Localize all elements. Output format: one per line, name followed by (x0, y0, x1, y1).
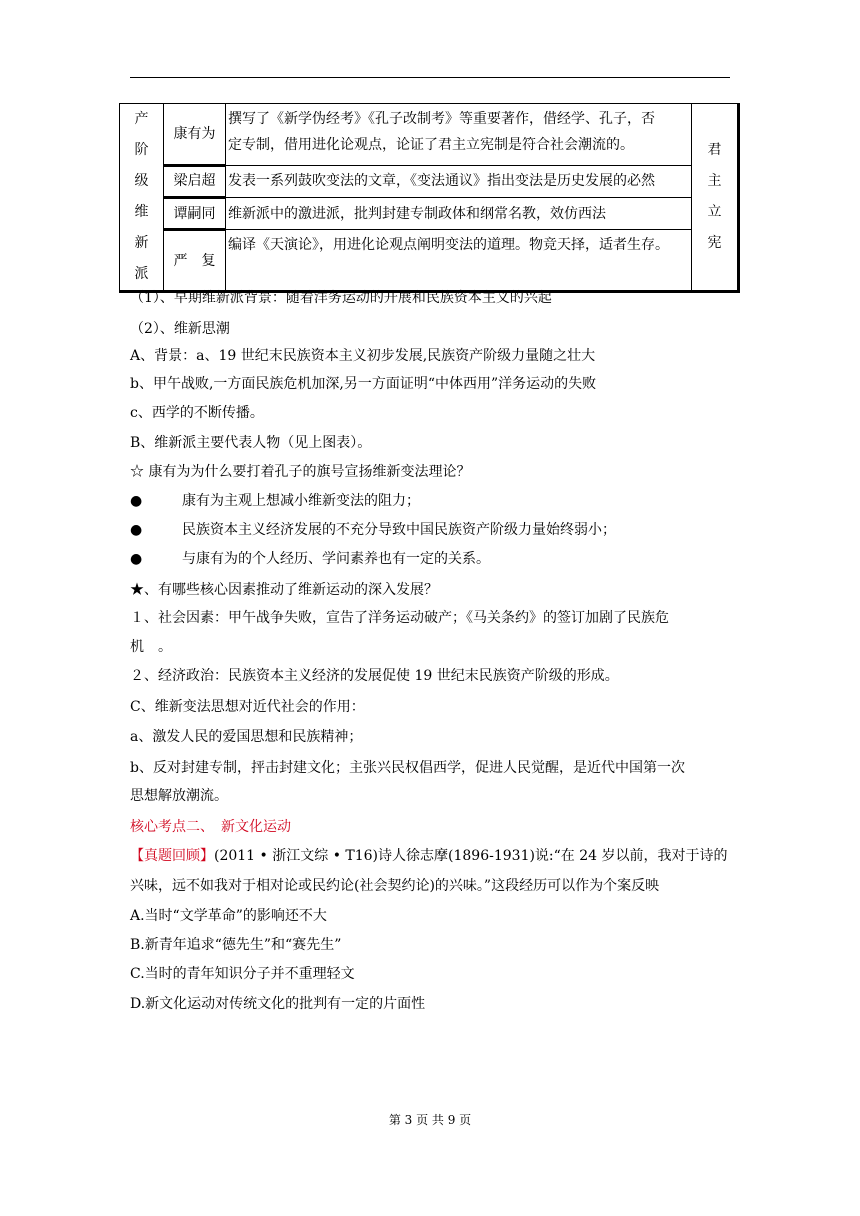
bullet-icon: ● (130, 493, 143, 509)
reformer-name: 严 复 (164, 230, 226, 292)
reformer-name: 梁启超 (164, 165, 226, 197)
bullet-item: ● 康有为主观上想减小维新变法的阻力； (130, 493, 420, 509)
text-line: b、甲午战败,一方面民族危机加深,另一方面证明“中体西用”洋务运动的失败 (130, 376, 597, 392)
text-line: c、西学的不断传播。 (130, 405, 264, 421)
section-heading: 核心考点二、 新文化运动 (130, 819, 291, 835)
question-tag: 【真题回顾】 (130, 848, 214, 864)
text-line: B、维新派主要代表人物（见上图表）。 (130, 435, 372, 451)
option-a: A.当时“文学革命”的影响还不大 (130, 908, 327, 924)
bullet-icon: ● (130, 522, 143, 538)
text-line: A、背景：a、19 世纪末民族资本主义初步发展,民族资产阶级力量随之壮大 (130, 348, 596, 364)
table-left-label: 产 阶 级 维 新 派 (120, 104, 164, 292)
text-line: １、社会因素：甲午战争失败，宣告了洋务运动破产；《马关条约》的签订加剧了民族危 (130, 610, 669, 626)
option-d: D.新文化运动对传统文化的批判有一定的片面性 (130, 996, 426, 1012)
text-line: 机 。 (130, 639, 172, 655)
bullet-item: ● 与康有为的个人经历、学问素养也有一定的关系。 (130, 551, 490, 567)
text-line: （2）、维新思潮 (130, 321, 230, 337)
reformer-desc: 撰写了《新学伪经考》《孔子改制考》等重要著作，借经学、孔子，否 定专制，借用进化论观点，论证了君主立宪制是符合社会潮流的。 (226, 104, 692, 166)
page-footer: 第 3 页 共 9 页 (388, 1113, 472, 1127)
reformer-desc: 维新派中的激进派，批判封建专制政体和纲常名教，效仿西法 (226, 197, 692, 229)
bullet-icon: ● (130, 551, 143, 567)
text-line: C、维新变法思想对近代社会的作用： (130, 699, 365, 715)
text-line: ２、经济政治：民族资本主义经济的发展促使 19 世纪末民族资产阶级的形成。 (130, 668, 619, 684)
header-rule (130, 77, 730, 78)
question-line: 兴味，远不如我对于相对论或民约论(社会契约论)的兴味。”这段经历可以作为个案反映 (130, 878, 660, 894)
reformer-name: 谭嗣同 (164, 197, 226, 229)
reformers-table (119, 103, 740, 293)
text-line: ★、有哪些核心因素推动了维新运动的深入发展？ (130, 582, 438, 598)
text-line: ☆ 康有为为什么要打着孔子的旗号宣扬维新变法理论？ (130, 464, 471, 480)
table-right-label: 君 主 立 宪 (692, 104, 739, 292)
reformer-name: 康有为 (164, 104, 226, 166)
option-b: B.新青年追求“德先生”和“赛先生” (130, 937, 342, 953)
option-c: C.当时的青年知识分子并不重理轻文 (130, 966, 355, 982)
reformer-desc: 发表一系列鼓吹变法的文章，《变法通议》指出变法是历史发展的必然 (226, 165, 692, 197)
text-line: b、反对封建专制，抨击封建文化；主张兴民权倡西学，促进人民觉醒，是近代中国第一次 (130, 760, 685, 776)
reformer-desc: 编译《天演论》，用进化论观点阐明变法的道理。物竞天择，适者生存。 (226, 230, 692, 292)
question-line: 【真题回顾】(2011 • 浙江文综 • T16)诗人徐志摩(1896-1931)说:“在 24 岁以前，我对于诗的 (130, 848, 728, 864)
text-line: 思想解放潮流。 (130, 788, 228, 804)
text-line: a、激发人民的爱国思想和民族精神； (130, 729, 363, 745)
text-line: （1）、早期维新派背景：随着洋务运动的开展和民族资本主义的兴起 (130, 290, 552, 306)
bullet-item: ● 民族资本主义经济发展的不充分导致中国民族资产阶级力量始终弱小； (130, 522, 616, 538)
